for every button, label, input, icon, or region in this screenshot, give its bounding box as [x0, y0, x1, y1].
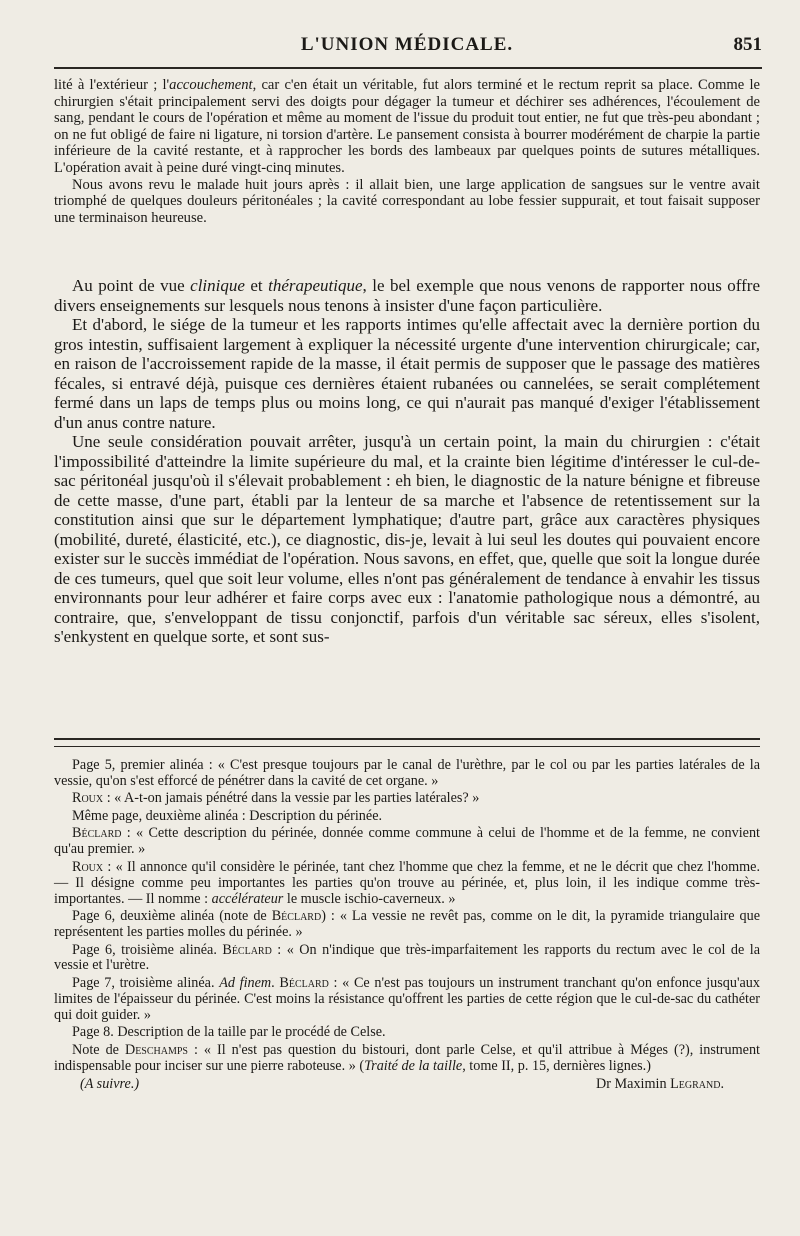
italic-text: accélérateur — [211, 890, 284, 907]
author-name: Maximin — [614, 1075, 671, 1092]
text-run: : « Il annonce qu'il considère le périnée, tant chez l'homme que chez la femme, et ne le décrit que chez l'homme. — Il désigne comme peu importantes les parties qu'on trouve au périnée, et, plus loin, il les indique comme très-importantes. — Il nomme : — [54, 858, 760, 907]
note-item — [54, 909, 760, 941]
discussion-paragraph-2: Et d'abord, le siége de la tumeur et les rapports intimes qu'elle affectait avec la dernière portion du gros intestin, suffisaient largement à expliquer la nécessité urgente d'une intervention chirurgicale; car, en raison de l'accroissement rapide de la masse, il était permis de supposer que le passage des matières fécales, si entravé déjà, puisque ces dernières étaient rubanées ou cannelées, se serait complétement fermé dans un laps de temps plus ou moins long, ce qui n'aurait pas manqué d'exiger l'établissement d'un anus contre nature. — [54, 315, 760, 432]
italic-text: Ad finem — [219, 974, 272, 991]
note-item — [54, 943, 760, 975]
case-report-section — [54, 77, 760, 226]
text-run: Note de — [72, 1041, 125, 1058]
section-separator — [54, 738, 760, 747]
text-run: , le bel exemple que nous venons de rapporter nous offre divers enseignements sur lesquels nous tenons à insister d'une façon particulière. — [54, 276, 760, 315]
discussion-section — [54, 276, 760, 647]
note-item — [54, 826, 760, 858]
header-rule — [54, 67, 762, 69]
text-run: ) : « La vessie ne revêt pas, comme on le dit, la pyramide triangulaire que représentent les parties molles du périnée. » — [54, 908, 761, 941]
author-surname: Legrand. — [670, 1075, 724, 1092]
doctor-prefix: Dr — [596, 1075, 611, 1092]
small-caps-name: Roux — [72, 858, 104, 875]
note-item — [54, 976, 760, 1024]
text-run: : « A-t-on jamais pénétré dans la vessie par les parties latérales? » — [103, 790, 480, 807]
small-caps-name: Roux — [72, 790, 104, 807]
running-title: L'UNION MÉDICALE. — [300, 34, 514, 55]
italic-text: accouchement — [169, 77, 253, 93]
text-run: Page 6, deuxième alinéa (note de — [72, 908, 272, 925]
text-run: Page 6, troisième alinéa. — [72, 941, 223, 958]
small-caps-name: Deschamps — [124, 1041, 188, 1058]
text-run: Page 8. Description de la taille par le procédé de Celse. — [72, 1024, 386, 1041]
note-item — [54, 860, 760, 908]
italic-text: Traité de la taille — [364, 1057, 463, 1074]
text-run: , tome II, p. 15, dernières lignes.) — [462, 1057, 651, 1074]
case-paragraph-1 — [54, 77, 760, 177]
case-paragraph-2: Nous avons revu le malade huit jours après : il allait bien, une large application de sangsues sur le ventre avait triomphé de quelques douleurs péritonéales ; la cavité correspondant au lobe fessier suppurait, et tout faisait supposer une terminaison heureuse. — [54, 176, 760, 226]
italic-text: thérapeutique — [268, 276, 363, 295]
text-run: : « On n'indique que très-imparfaitement les rapports du rectum avec le col de la vessie et l'urètre. — [54, 941, 760, 974]
text-run: : « Ce n'est pas toujours un instrument tranchant qu'on enfonce jusqu'aux limites de l'épaisseur du périnée. C'est moins la résistance qu'offrent les parties de cette région que le cul-de-sac du cathéter qui doit guider. » — [54, 974, 760, 1023]
italic-text: clinique — [190, 276, 245, 295]
closing-row — [54, 1077, 760, 1095]
text-run: Au point de vue — [72, 276, 191, 295]
note-item — [54, 1043, 760, 1075]
text-run: le muscle ischio-caverneux. » — [283, 890, 456, 907]
page-number: 851 — [733, 34, 762, 55]
note-item — [54, 809, 760, 825]
page-header — [52, 30, 762, 66]
text-run: , car c'en était un véritable, fut alors terminé et le rectum reprit sa place. Comme le chirurgien s'était principalement servi des doigts pour dégager la tumeur et déchirer ses adhérences, l'écoulement de sang, pendant le cours de l'opération et même au moment de l'issue du produit tout entier, ne fut que très-peu abondant ; on ne fut obligé de faire ni ligature, ni torsion d'artère. Le pansement consista à bourrer modérément de charpie la partie inférieure de la cavité restante, et à rapprocher les bords des lambeaux par quelques points de sutures métalliques. L'opération avait à peine duré vingt-cinq minutes. — [54, 77, 760, 176]
notes-section — [54, 758, 760, 1095]
text-run: Page 7, troisième alinéa. — [72, 974, 220, 991]
note-item — [54, 1025, 760, 1041]
text-run: : « Cette description du périnée, donnée comme commune à celui de l'homme et de la femme, ne convient qu'au premier. » — [54, 825, 760, 858]
text-run: Même page, deuxième alinéa : Description du périnée. — [72, 807, 383, 824]
small-caps-name: Béclard — [72, 825, 122, 842]
discussion-paragraph-1 — [54, 276, 760, 315]
discussion-paragraph-3: Une seule considération pouvait arrêter, jusqu'à un certain point, la main du chirurgien : c'était l'impossibilité d'atteindre la limite supérieure du mal, et la crainte bien légitime d'intéresser le cul-de-sac péritonéal jusqu'où il s'élevait probablement : eh bien, le diagnostic de la nature bénigne et fibreuse de cette masse, d'une part, établi par la lenteur de sa marche et l'absence de retentissement sur la constitution ainsi que sur le département lymphatique; d'autre part, grâce aux caractères physiques (mobilité, dureté, élasticité, etc.), ce diagnostic, dis-je, levait à lui seul les doutes qui pouvaient encore exister sur le succès immédiat de l'opération. Nous savons, en effet, que, quelle que soit la longue durée de ces tumeurs, quel que soit leur volume, elles n'ont pas généralement de tendance à envahir les tissus environnants pour leur adhérer et faire corps avec eux : l'anatomie pathologique nous a démontré, au contraire, que, s'enveloppant de tissu conjonctif, parfois d'un véritable sac séreux, elles s'isolent, s'enkystent en quelque sorte, et sont sus- — [54, 432, 760, 646]
text-run: lité à l'extérieur ; l' — [54, 77, 170, 93]
text-run: . — [271, 974, 280, 991]
author-signature — [596, 1077, 724, 1093]
small-caps-name: Béclard — [222, 941, 272, 958]
to-be-continued: (A suivre.) — [80, 1075, 140, 1092]
small-caps-name: Béclard — [271, 908, 322, 925]
note-item — [54, 791, 760, 807]
text-run: : « Il n'est pas question du bistouri, dont parle Celse, et qu'il attribue à Méges (?), instrument indispensable pour inciser sur une pierre raboteuse. » ( — [54, 1041, 760, 1074]
note-item — [54, 758, 760, 790]
text-run: Page 5, premier alinéa : « C'est presque toujours par le canal de l'urèthre, par le col ou par les parties latérales de la vessie, qu'on s'est efforcé de pénétrer dans la cavité de cet organe. » — [54, 757, 760, 789]
text-run: et — [244, 276, 269, 295]
small-caps-name: Béclard — [279, 974, 329, 991]
